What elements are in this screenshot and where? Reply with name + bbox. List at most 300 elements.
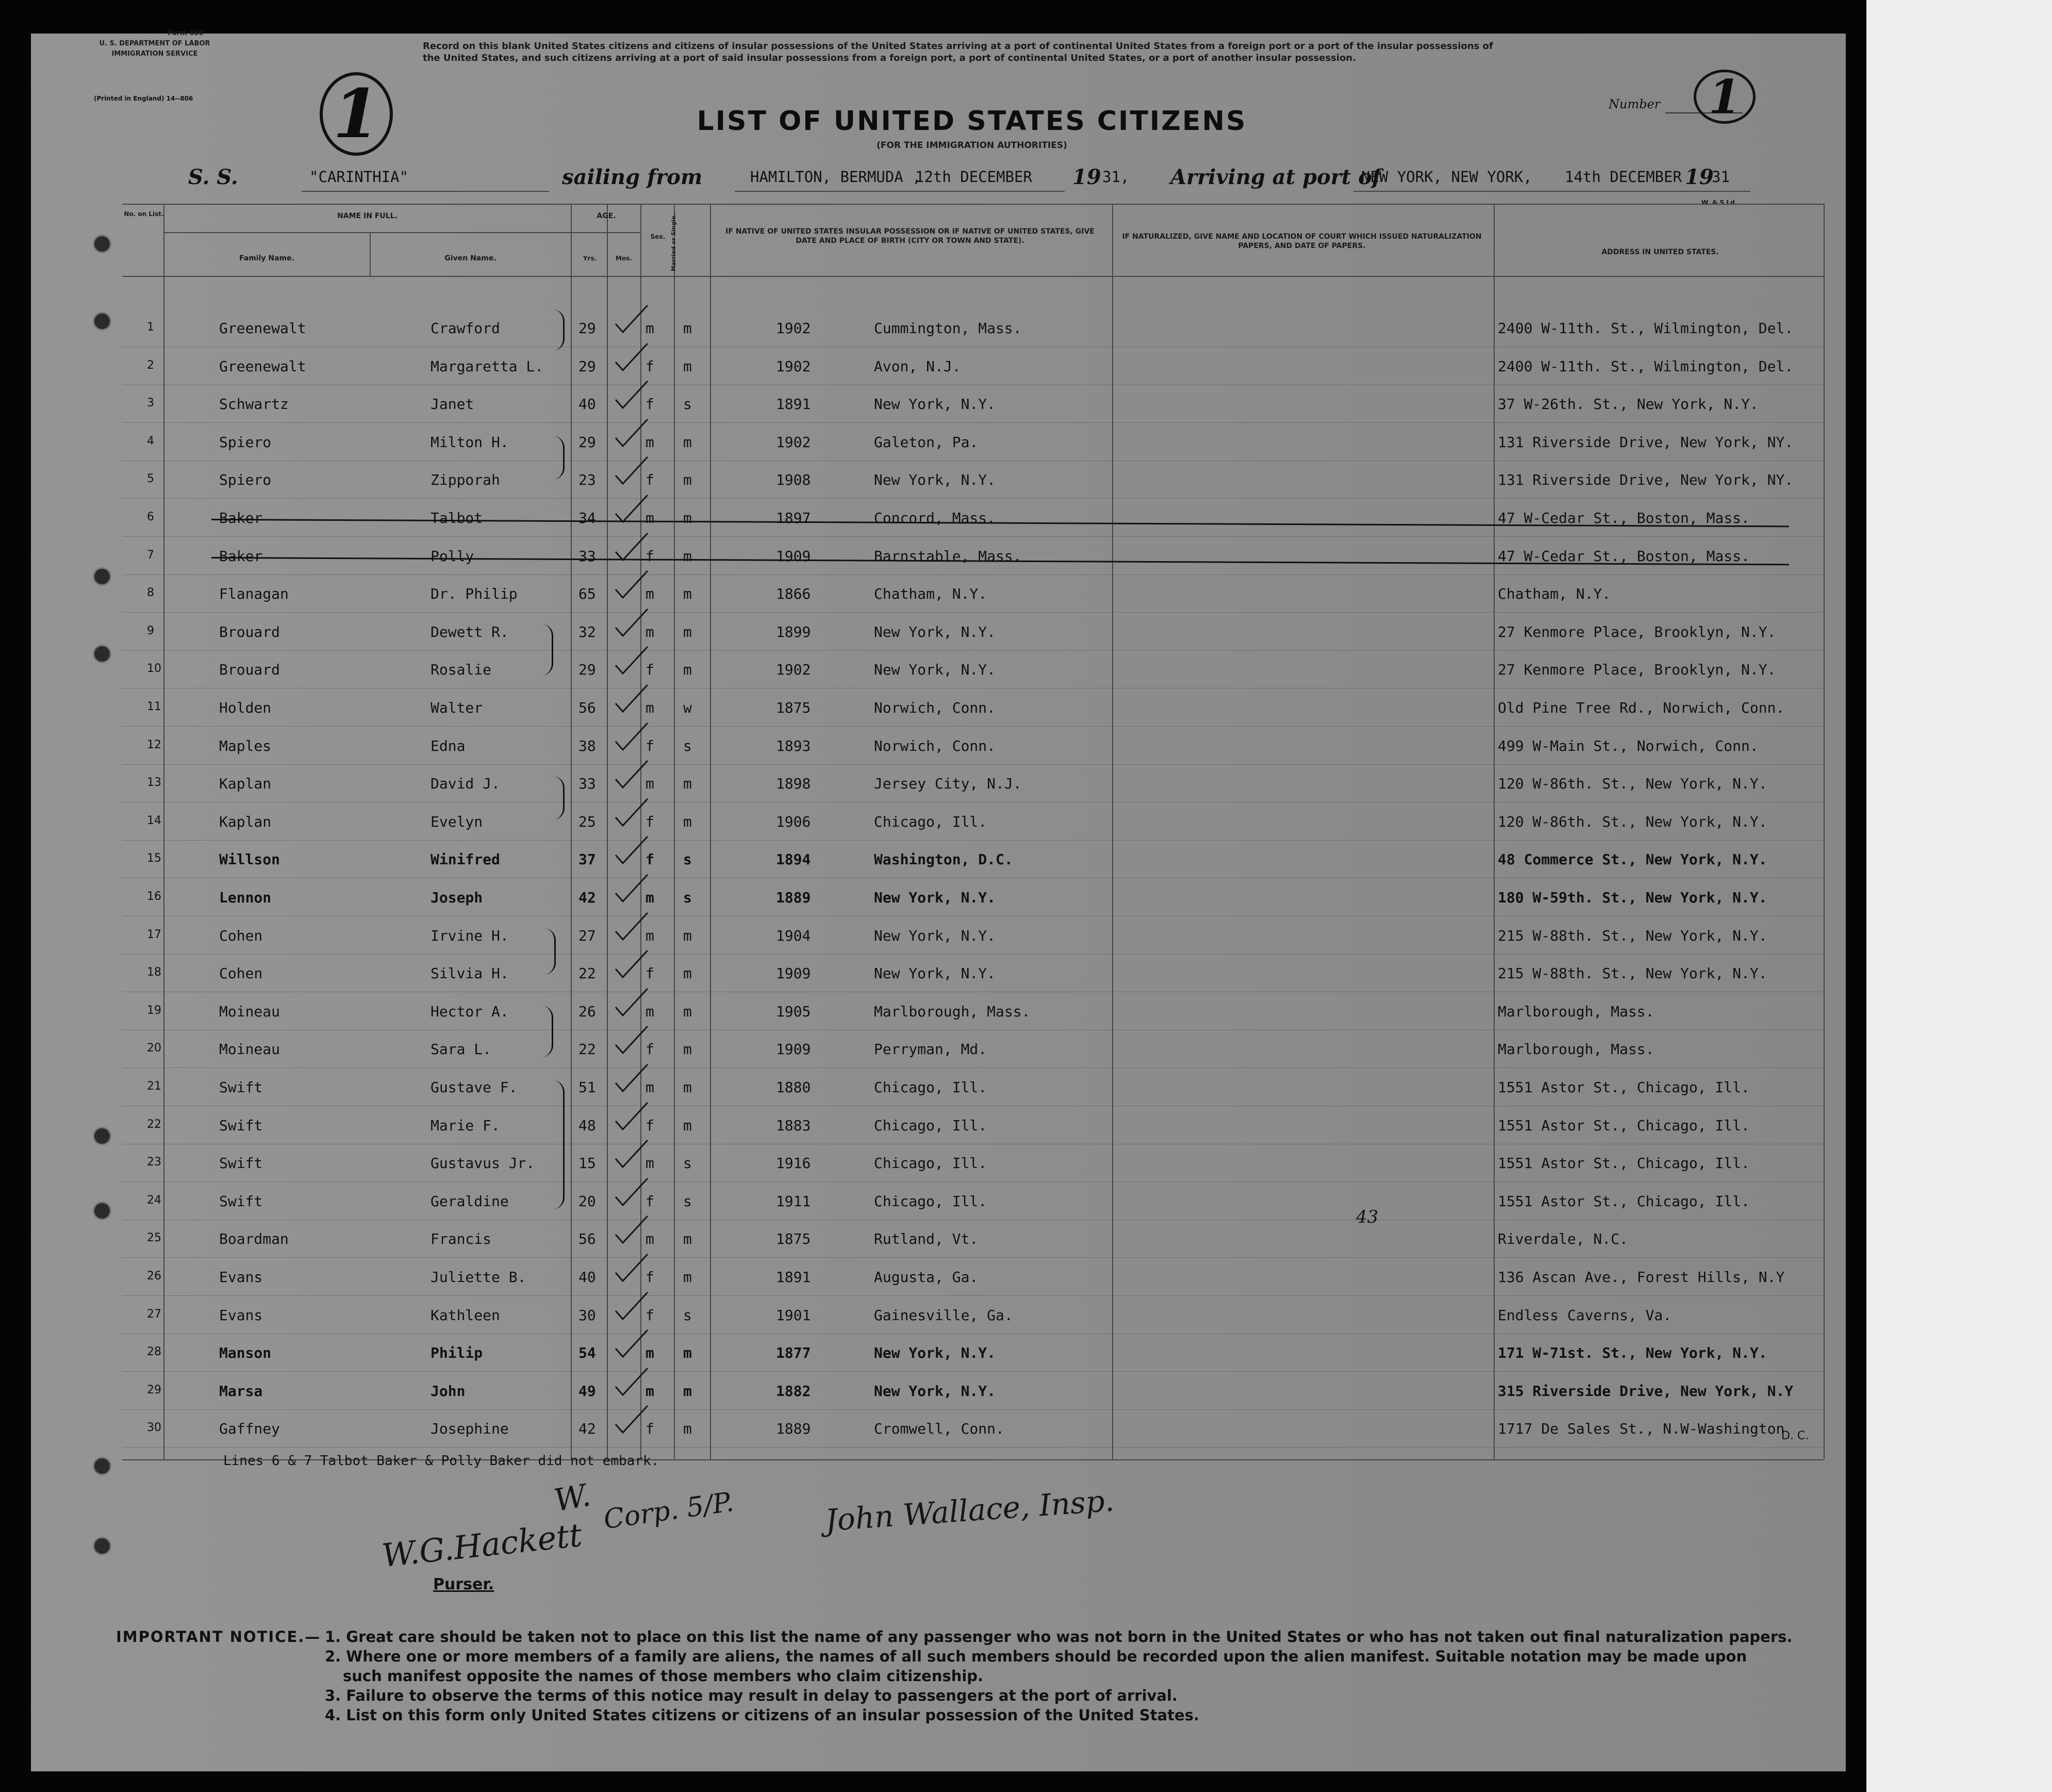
cell-status: m: [683, 1041, 692, 1058]
cell-address: 120 W-86th. St., New York, N.Y.: [1498, 813, 1767, 830]
intro-text: Record on this blank United States citizens and citizens of insular possessions of the United States arriving at a port of continental United States from a foreign port or a port of the insular possessions of the United States, and such citizens arriving at a port of said insular possessions from a foreign port, a port of continental United States, or a port of another insular possession.: [423, 41, 1493, 63]
cell-year: 1906: [776, 813, 811, 830]
cell-sex: f: [646, 471, 654, 488]
cell-sex: m: [646, 320, 654, 337]
check-mark-icon: [614, 834, 650, 865]
inspector-initials: W.: [551, 1477, 593, 1519]
cell-family: Kaplan: [219, 775, 272, 792]
cell-status: m: [683, 509, 692, 527]
cell-family: Moineau: [219, 1041, 280, 1058]
row-rule: [122, 1447, 1824, 1448]
cell-status: m: [683, 548, 692, 565]
header-years: Yrs.: [583, 255, 597, 262]
cell-family: Swift: [219, 1117, 263, 1134]
age-header-divider: [571, 232, 640, 233]
cell-age: 33: [578, 548, 596, 565]
cell-address: 136 Ascan Ave., Forest Hills, N.Y: [1498, 1269, 1785, 1286]
cell-year: 1902: [776, 358, 811, 375]
cell-age: 42: [578, 889, 596, 906]
arrival-date: 14th DECEMBER: [1565, 168, 1682, 186]
cell-year: 1909: [776, 965, 811, 982]
cell-no: 24: [147, 1194, 161, 1207]
cell-sex: m: [646, 1079, 654, 1096]
cell-age: 27: [578, 927, 596, 944]
cell-no: 9: [147, 624, 154, 637]
cell-age: 38: [578, 737, 596, 754]
page-title: LIST OF UNITED STATES CITIZENS: [697, 106, 1247, 137]
cell-status: m: [683, 1003, 692, 1020]
cell-place: New York, N.Y.: [874, 965, 996, 982]
cell-sex: f: [646, 1420, 654, 1437]
check-mark-icon: [614, 417, 650, 448]
cell-place: New York, N.Y.: [874, 927, 996, 944]
cell-address: 1717 De Sales St., N.W-Washington: [1498, 1420, 1785, 1437]
cell-given: Sara L.: [431, 1041, 492, 1058]
punch-hole: [93, 1537, 111, 1555]
cell-status: m: [683, 471, 692, 488]
header-months: Mos.: [616, 255, 632, 262]
number-value: 1: [1708, 69, 1741, 124]
punch-hole: [93, 312, 111, 331]
cell-family: Lennon: [219, 889, 272, 906]
arrival-year-prefix: 19: [1685, 165, 1714, 189]
row-rule: [122, 954, 1824, 955]
check-mark-icon: [614, 493, 650, 524]
service-name: IMMIGRATION SERVICE: [111, 50, 198, 58]
cell-no: 12: [147, 738, 161, 751]
check-mark-icon: [614, 1176, 650, 1207]
cell-sex: m: [646, 585, 654, 602]
arrival-port: NEW YORK, NEW YORK,: [1361, 168, 1532, 186]
cell-family: Greenewalt: [219, 320, 306, 337]
cell-address: 1551 Astor St., Chicago, Ill.: [1498, 1117, 1750, 1134]
row-rule: [122, 536, 1824, 537]
cell-sex: f: [646, 661, 654, 678]
cell-year: 1898: [776, 775, 811, 792]
cell-given: Kathleen: [431, 1307, 500, 1324]
row-rule: [122, 612, 1824, 613]
cell-sex: m: [646, 623, 654, 640]
cell-age: 42: [578, 1420, 596, 1437]
cell-age: 29: [578, 661, 596, 678]
cell-place: Concord, Mass.: [874, 509, 996, 527]
cell-given: Winifred: [431, 851, 500, 868]
cell-no: 4: [147, 435, 154, 448]
check-mark-icon: [614, 797, 650, 828]
cell-place: Chatham, N.Y.: [874, 585, 987, 602]
cell-family: Swift: [219, 1079, 263, 1096]
cell-status: m: [683, 1344, 692, 1361]
cell-sex: f: [646, 737, 654, 754]
cell-address: Riverdale, N.C.: [1498, 1230, 1628, 1247]
cell-given: Francis: [431, 1230, 492, 1247]
cell-address: 120 W-86th. St., New York, N.Y.: [1498, 775, 1767, 792]
row-rule: [122, 650, 1824, 651]
cell-status: m: [683, 320, 692, 337]
cell-place: Norwich, Conn.: [874, 737, 996, 754]
table-top-border: [122, 204, 1824, 205]
cell-sex: f: [646, 396, 654, 413]
cell-status: s: [683, 396, 692, 413]
col-border: [571, 204, 572, 1459]
row-rule: [122, 1067, 1824, 1068]
cell-year: 1891: [776, 396, 811, 413]
cell-place: Chicago, Ill.: [874, 1155, 987, 1172]
col-border: [1824, 204, 1825, 1459]
cell-no: 11: [147, 700, 161, 713]
cell-family: Spiero: [219, 471, 272, 488]
cell-sex: m: [646, 509, 654, 527]
cell-address: 1551 Astor St., Chicago, Ill.: [1498, 1079, 1750, 1096]
cell-no: 27: [147, 1308, 161, 1321]
check-mark-icon: [614, 1138, 650, 1169]
cell-address: 131 Riverside Drive, New York, NY.: [1498, 434, 1794, 451]
punch-hole: [93, 1202, 111, 1220]
cell-sex: f: [646, 1307, 654, 1324]
cell-place: Perryman, Md.: [874, 1041, 987, 1058]
header-list-number: No. on List.: [124, 210, 164, 218]
cell-given: Walter: [431, 699, 483, 716]
check-mark-icon: [614, 1366, 650, 1397]
ship-name: "CARINTHIA": [309, 168, 409, 186]
cell-family: Cohen: [219, 965, 263, 982]
cell-family: Moineau: [219, 1003, 280, 1020]
cell-sex: f: [646, 1193, 654, 1210]
check-mark-icon: [614, 341, 650, 372]
cell-given: Dewett R.: [431, 623, 509, 640]
cell-year: 1875: [776, 699, 811, 716]
cell-place: New York, N.Y.: [874, 471, 996, 488]
cell-year: 1902: [776, 434, 811, 451]
cell-family: Boardman: [219, 1230, 289, 1247]
cell-no: 3: [147, 397, 154, 409]
arrival-underline: [1353, 191, 1750, 192]
cell-no: 1: [147, 321, 154, 334]
cell-family: Swift: [219, 1155, 263, 1172]
cell-family: Brouard: [219, 661, 280, 678]
col-border: [607, 204, 608, 1459]
cell-address: 131 Riverside Drive, New York, NY.: [1498, 471, 1794, 488]
cell-status: m: [683, 1230, 692, 1247]
cell-age: 23: [578, 471, 596, 488]
cell-status: m: [683, 927, 692, 944]
cell-age: 25: [578, 813, 596, 830]
header-given-name: Given Name.: [444, 254, 497, 262]
row-rule: [122, 840, 1824, 841]
cell-sex: f: [646, 548, 654, 565]
arrival-year: 31: [1712, 168, 1730, 186]
cell-status: s: [683, 1155, 692, 1172]
cell-status: m: [683, 623, 692, 640]
stray-handwritten-mark: 43: [1356, 1207, 1379, 1227]
inspector-signature: John Wallace, Insp.: [824, 1483, 1116, 1538]
check-mark-icon: [614, 1328, 650, 1359]
cell-place: New York, N.Y.: [874, 396, 996, 413]
cell-year: 1883: [776, 1117, 811, 1134]
col-border: [674, 204, 675, 1459]
check-mark-icon: [614, 531, 650, 562]
cell-place: Cromwell, Conn.: [874, 1420, 1004, 1437]
cell-place: New York, N.Y.: [874, 1383, 996, 1400]
cell-given: Josephine: [431, 1420, 509, 1437]
check-mark-icon: [614, 1062, 650, 1093]
cell-given: Milton H.: [431, 434, 509, 451]
cell-age: 22: [578, 1041, 596, 1058]
cell-status: m: [683, 1420, 692, 1437]
cell-place: Chicago, Ill.: [874, 813, 987, 830]
cell-given: Irvine H.: [431, 927, 509, 944]
cell-sex: m: [646, 1003, 654, 1020]
cell-year: 1897: [776, 509, 811, 527]
cell-age: 37: [578, 851, 596, 868]
cell-address: 315 Riverside Drive, New York, N.Y: [1498, 1383, 1794, 1400]
cell-year: 1875: [776, 1230, 811, 1247]
cell-family: Manson: [219, 1344, 272, 1361]
notice-item: such manifest opposite the names of those members who claim citizenship.: [343, 1667, 984, 1685]
cell-year: 1877: [776, 1344, 811, 1361]
family-bracket: [541, 1006, 553, 1057]
cell-year: 1909: [776, 548, 811, 565]
cell-place: Chicago, Ill.: [874, 1079, 987, 1096]
sheet-mark-text: 1: [333, 74, 380, 153]
cell-no: 21: [147, 1080, 161, 1093]
year-prefix: 19: [1072, 165, 1101, 189]
corp-notation: Corp. 5/P.: [602, 1486, 736, 1536]
cell-year: 1882: [776, 1383, 811, 1400]
cell-address: Marlborough, Mass.: [1498, 1003, 1654, 1020]
cell-address: 48 Commerce St., New York, N.Y.: [1498, 851, 1767, 868]
cell-status: s: [683, 889, 692, 906]
cell-status: m: [683, 358, 692, 375]
cell-age: 40: [578, 1269, 596, 1286]
cell-sex: m: [646, 699, 654, 716]
cell-year: 1905: [776, 1003, 811, 1020]
cell-status: m: [683, 1383, 692, 1400]
cell-sex: f: [646, 1117, 654, 1134]
cell-place: Barnstable, Mass.: [874, 548, 1022, 565]
cell-no: 15: [147, 852, 161, 865]
cell-given: John: [431, 1383, 466, 1400]
cell-no: 20: [147, 1042, 161, 1055]
row-rule: [122, 1257, 1824, 1258]
arriving-label: Arriving at port of: [1170, 165, 1381, 189]
cell-no: 18: [147, 966, 161, 979]
check-mark-icon: [614, 987, 650, 1017]
cell-sex: m: [646, 889, 654, 906]
cell-family: Maples: [219, 737, 272, 754]
cell-family: Baker: [219, 509, 263, 527]
cell-year: 1904: [776, 927, 811, 944]
cell-family: Marsa: [219, 1383, 263, 1400]
cell-family: Kaplan: [219, 813, 272, 830]
cell-address: 27 Kenmore Place, Brooklyn, N.Y.: [1498, 623, 1776, 640]
cell-year: 1891: [776, 1269, 811, 1286]
cell-age: 51: [578, 1079, 596, 1096]
cell-year: 1866: [776, 585, 811, 602]
cell-no: 2: [147, 359, 154, 372]
row-rule: [122, 498, 1824, 499]
cell-year: 1908: [776, 471, 811, 488]
cell-given: Gustavus Jr.: [431, 1155, 535, 1172]
cell-address: Marlborough, Mass.: [1498, 1041, 1654, 1058]
cell-status: s: [683, 851, 692, 868]
family-bracket: [553, 309, 565, 351]
cell-address: Endless Caverns, Va.: [1498, 1307, 1672, 1324]
name-header-divider: [163, 232, 571, 233]
cell-no: 7: [147, 549, 154, 562]
row30-address-suffix: D. C.: [1781, 1429, 1809, 1442]
cell-place: Norwich, Conn.: [874, 699, 996, 716]
cell-sex: m: [646, 434, 654, 451]
cell-address: 499 W-Main St., Norwich, Conn.: [1498, 737, 1759, 754]
cell-place: Gainesville, Ga.: [874, 1307, 1013, 1324]
col-border: [1494, 204, 1495, 1459]
cell-status: m: [683, 585, 692, 602]
check-mark-icon: [614, 1100, 650, 1131]
cell-status: w: [683, 699, 692, 716]
cell-sex: f: [646, 851, 654, 868]
cell-family: Cohen: [219, 927, 263, 944]
cell-given: Evelyn: [431, 813, 483, 830]
cell-sex: m: [646, 1344, 654, 1361]
check-mark-icon: [614, 948, 650, 979]
cell-sex: m: [646, 1155, 654, 1172]
cell-status: m: [683, 775, 692, 792]
row-rule: [122, 764, 1824, 765]
family-bracket: [541, 624, 553, 676]
cell-year: 1899: [776, 623, 811, 640]
cell-no: 23: [147, 1156, 161, 1169]
cell-status: m: [683, 434, 692, 451]
cell-status: m: [683, 661, 692, 678]
header-marital-status: Married or Single.: [670, 213, 677, 271]
departure-date: 12th DECEMBER: [915, 168, 1032, 186]
cell-address: Chatham, N.Y.: [1498, 585, 1611, 602]
cell-family: Swift: [219, 1193, 263, 1210]
cell-age: 65: [578, 585, 596, 602]
row-rule: [122, 422, 1824, 423]
check-mark-icon: [614, 1404, 650, 1435]
header-birth-info: IF NATIVE OF UNITED STATES INSULAR POSSESSION OR IF NATIVE OF UNITED STATES, GIVE DATE AND PLACE OF BIRTH (CITY OR TOWN AND STATE).: [725, 227, 1095, 245]
cell-no: 13: [147, 776, 161, 789]
cell-given: Juliette B.: [431, 1269, 526, 1286]
cell-place: Augusta, Ga.: [874, 1269, 979, 1286]
cell-given: Geraldine: [431, 1193, 509, 1210]
col-border: [710, 204, 711, 1459]
cell-no: 6: [147, 511, 154, 523]
cell-sex: m: [646, 927, 654, 944]
cell-address: 2400 W-11th. St., Wilmington, Del.: [1498, 320, 1794, 337]
purser-label: Purser.: [433, 1575, 494, 1593]
cell-status: s: [683, 737, 692, 754]
printed-note: (Printed in England) 14--806: [94, 95, 193, 102]
cell-family: Baker: [219, 548, 263, 565]
check-mark-icon: [614, 759, 650, 790]
header-naturalization: IF NATURALIZED, GIVE NAME AND LOCATION OF COURT WHICH ISSUED NATURALIZATION PAPERS, AND DATE OF PAPERS.: [1122, 233, 1482, 250]
cell-no: 29: [147, 1384, 161, 1396]
cell-year: 1901: [776, 1307, 811, 1324]
notice-item: 2. Where one or more members of a family are aliens, the names of all such members should be recorded upon the alien manifest. Suitable notation may be made upon: [325, 1648, 1747, 1665]
cell-address: 37 W-26th. St., New York, N.Y.: [1498, 396, 1759, 413]
row-rule: [122, 726, 1824, 727]
cell-no: 8: [147, 586, 154, 599]
cell-no: 5: [147, 472, 154, 485]
punch-hole: [93, 235, 111, 253]
check-mark-icon: [614, 911, 650, 942]
cell-age: 30: [578, 1307, 596, 1324]
cell-no: 16: [147, 890, 161, 903]
cell-age: 22: [578, 965, 596, 982]
cell-no: 25: [147, 1231, 161, 1244]
form-number: Form 630: [168, 29, 204, 37]
cell-age: 40: [578, 396, 596, 413]
printer-mark: W. & S Ld.: [1701, 199, 1737, 206]
cell-age: 26: [578, 1003, 596, 1020]
cell-age: 29: [578, 320, 596, 337]
cell-family: Flanagan: [219, 585, 289, 602]
cell-family: Evans: [219, 1307, 263, 1324]
check-mark-icon: [614, 1024, 650, 1055]
cell-sex: m: [646, 1383, 654, 1400]
cell-no: 17: [147, 928, 161, 941]
cell-family: Willson: [219, 851, 280, 868]
embark-footnote: Lines 6 & 7 Talbot Baker & Polly Baker did not embark.: [223, 1453, 659, 1469]
cell-year: 1894: [776, 851, 811, 868]
cell-given: Margaretta L.: [431, 358, 544, 375]
cell-age: 15: [578, 1155, 596, 1172]
cell-status: m: [683, 813, 692, 830]
row-rule: [122, 1181, 1824, 1182]
punch-hole: [93, 567, 111, 586]
check-mark-icon: [614, 379, 650, 410]
cell-year: 1880: [776, 1079, 811, 1096]
cell-year: 1911: [776, 1193, 811, 1210]
family-bracket: [544, 928, 556, 975]
cell-no: 30: [147, 1421, 161, 1434]
port-underline: [735, 191, 1065, 192]
cell-given: Janet: [431, 396, 474, 413]
cell-place: Cummington, Mass.: [874, 320, 1022, 337]
cell-address: 215 W-88th. St., New York, N.Y.: [1498, 965, 1767, 982]
cell-place: Chicago, Ill.: [874, 1117, 987, 1134]
cell-status: m: [683, 1117, 692, 1134]
cell-address: 47 W-Cedar St., Boston, Mass.: [1498, 509, 1750, 527]
row-rule: [122, 1371, 1824, 1372]
cell-age: 29: [578, 358, 596, 375]
departure-year: 31,: [1102, 168, 1130, 186]
cell-year: 1902: [776, 661, 811, 678]
cell-given: Dr. Philip: [431, 585, 518, 602]
row-rule: [122, 574, 1824, 575]
cell-age: 54: [578, 1344, 596, 1361]
cell-age: 48: [578, 1117, 596, 1134]
page-subtitle: (FOR THE IMMIGRATION AUTHORITIES): [876, 140, 1067, 151]
cell-no: 26: [147, 1270, 161, 1283]
cell-address: 1551 Astor St., Chicago, Ill.: [1498, 1155, 1750, 1172]
cell-year: 1889: [776, 1420, 811, 1437]
check-mark-icon: [614, 455, 650, 486]
check-mark-icon: [614, 721, 650, 752]
number-label: Number: [1609, 97, 1661, 111]
cell-place: Rutland, Vt.: [874, 1230, 979, 1247]
punch-hole: [93, 1127, 111, 1145]
cell-given: Philip: [431, 1344, 483, 1361]
cell-family: Spiero: [219, 434, 272, 451]
cell-age: 20: [578, 1193, 596, 1210]
cell-place: New York, N.Y.: [874, 1344, 996, 1361]
departure-port: HAMILTON, BERMUDA ,: [750, 168, 921, 186]
cell-place: Jersey City, N.J.: [874, 775, 1022, 792]
